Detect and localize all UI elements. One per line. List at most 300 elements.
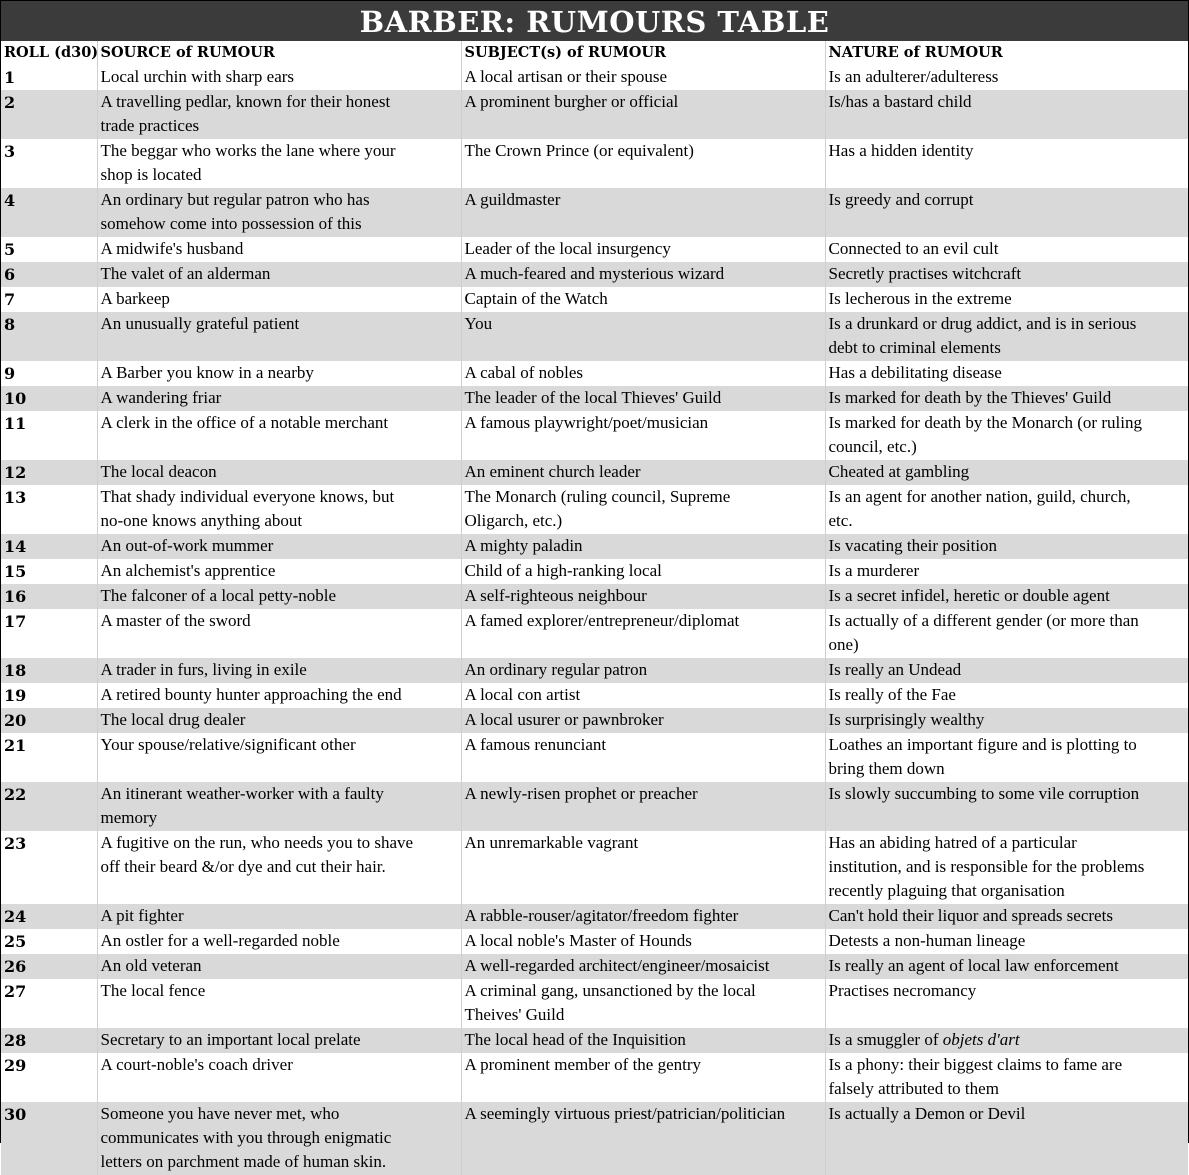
- subject-text: Theives' Guild: [464, 1005, 565, 1024]
- roll-cell: 26: [1, 954, 97, 979]
- subject-line: [465, 904, 825, 928]
- nature-line: [829, 1053, 1189, 1077]
- nature-line: [829, 312, 1189, 336]
- roll-cell: 1: [1, 65, 97, 90]
- roll-cell: 28: [1, 1028, 97, 1053]
- subject-cell: [461, 65, 825, 90]
- source-cell: [97, 954, 461, 979]
- nature-line: [829, 609, 1189, 633]
- source-text: An old veteran: [100, 956, 202, 975]
- subject-text: An eminent church leader: [464, 462, 641, 481]
- source-cell: [97, 559, 461, 584]
- subject-text: A guildmaster: [464, 190, 561, 209]
- subject-text: A well-regarded architect/engineer/mosaicist: [464, 956, 770, 975]
- subject-cell: [461, 312, 825, 361]
- nature-line: [829, 361, 1189, 385]
- source-text: A clerk in the office of a notable merchant: [100, 413, 389, 432]
- nature-line: [829, 90, 1189, 114]
- source-text: trade practices: [100, 116, 200, 135]
- subject-text: A local usurer or pawnbroker: [464, 710, 664, 729]
- source-text: An alchemist's apprentice: [100, 561, 276, 580]
- source-text: A trader in furs, living in exile: [100, 660, 307, 679]
- table-row: [1, 979, 1188, 1028]
- roll-cell: 21: [1, 733, 97, 782]
- source-text: An itinerant weather-worker with a faulty: [100, 784, 384, 803]
- nature-italic-text: objets d'art: [942, 1030, 1020, 1049]
- source-line: [101, 65, 461, 89]
- nature-line: [829, 584, 1189, 608]
- source-cell: [97, 460, 461, 485]
- nature-cell: [825, 1102, 1188, 1175]
- subject-line: [465, 683, 825, 707]
- nature-text: Cheated at gambling: [828, 462, 970, 481]
- subject-cell: [461, 287, 825, 312]
- nature-text: Detests a non-human lineage: [828, 931, 1026, 950]
- source-text: A fugitive on the run, who needs you to shave: [100, 833, 414, 852]
- source-text: The beggar who works the lane where your: [100, 141, 396, 160]
- nature-line: [829, 485, 1189, 509]
- nature-line: [829, 782, 1189, 806]
- source-text: A travelling pedlar, known for their honest: [100, 92, 391, 111]
- source-line: [101, 139, 461, 163]
- nature-cell: [825, 904, 1188, 929]
- subject-text: A rabble-rouser/agitator/freedom fighter: [464, 906, 739, 925]
- nature-text: Has an abiding hatred of a particular: [828, 833, 1077, 852]
- source-text: An ostler for a well-regarded noble: [100, 931, 340, 950]
- subject-cell: [461, 904, 825, 929]
- roll-cell: 20: [1, 708, 97, 733]
- source-cell: [97, 139, 461, 188]
- nature-line: [829, 708, 1189, 732]
- nature-text: Has a debilitating disease: [828, 363, 1002, 382]
- source-cell: [97, 831, 461, 904]
- nature-line: [829, 658, 1189, 682]
- nature-cell: [825, 139, 1188, 188]
- source-cell: [97, 782, 461, 831]
- nature-text: Is actually a Demon or Devil: [828, 1104, 1026, 1123]
- source-cell: [97, 609, 461, 658]
- nature-line: [829, 534, 1189, 558]
- source-text: A pit fighter: [100, 906, 184, 925]
- table-row: [1, 188, 1188, 237]
- table-row: [1, 65, 1188, 90]
- source-cell: [97, 979, 461, 1028]
- nature-cell: [825, 929, 1188, 954]
- source-line: [101, 979, 461, 1003]
- subject-line: [465, 411, 825, 435]
- nature-cell: [825, 782, 1188, 831]
- nature-text: Is a murderer: [828, 561, 920, 580]
- nature-line: [829, 831, 1189, 855]
- subject-line: [465, 584, 825, 608]
- nature-line: [829, 633, 1189, 657]
- source-line: [101, 485, 461, 509]
- table-row: [1, 534, 1188, 559]
- subject-line: [465, 658, 825, 682]
- nature-text: Secretly practises witchcraft: [828, 264, 1022, 283]
- table-row: [1, 1102, 1188, 1175]
- nature-text: Is really an Undead: [828, 660, 962, 679]
- nature-cell: [825, 831, 1188, 904]
- source-line: [101, 90, 461, 114]
- subject-text: The Monarch (ruling council, Supreme: [464, 487, 731, 506]
- source-cell: [97, 237, 461, 262]
- source-line: [101, 1102, 461, 1126]
- subject-text: Oligarch, etc.): [464, 511, 563, 530]
- subject-cell: [461, 460, 825, 485]
- roll-cell: 8: [1, 312, 97, 361]
- nature-cell: [825, 460, 1188, 485]
- subject-text: Captain of the Watch: [464, 289, 608, 308]
- table-row: [1, 485, 1188, 534]
- source-line: [101, 188, 461, 212]
- nature-cell: [825, 90, 1188, 139]
- subject-text: An unremarkable vagrant: [464, 833, 639, 852]
- subject-line: [465, 139, 825, 163]
- roll-cell: 30: [1, 1102, 97, 1175]
- subject-cell: [461, 188, 825, 237]
- subject-line: [465, 708, 825, 732]
- table-row: [1, 708, 1188, 733]
- source-text: Your spouse/relative/significant other: [100, 735, 356, 754]
- nature-cell: [825, 386, 1188, 411]
- subject-line: [465, 609, 825, 633]
- roll-cell: 15: [1, 559, 97, 584]
- subject-cell: [461, 831, 825, 904]
- subject-cell: [461, 90, 825, 139]
- table-row: [1, 609, 1188, 658]
- source-cell: [97, 188, 461, 237]
- nature-text: institution, and is responsible for the problems: [828, 857, 1145, 876]
- source-line: [101, 361, 461, 385]
- source-text: A court-noble's coach driver: [100, 1055, 293, 1074]
- nature-line: [829, 435, 1189, 459]
- nature-line: [829, 757, 1189, 781]
- table-row: [1, 782, 1188, 831]
- source-text: A wandering friar: [100, 388, 222, 407]
- nature-cell: [825, 237, 1188, 262]
- roll-cell: 25: [1, 929, 97, 954]
- subject-cell: [461, 733, 825, 782]
- source-text: The falconer of a local petty-noble: [100, 586, 337, 605]
- subject-cell: [461, 609, 825, 658]
- subject-cell: [461, 683, 825, 708]
- roll-cell: 23: [1, 831, 97, 904]
- nature-cell: [825, 1028, 1188, 1053]
- subject-text: A criminal gang, unsanctioned by the local: [464, 981, 756, 1000]
- source-text: letters on parchment made of human skin.: [100, 1152, 387, 1171]
- table-row: [1, 929, 1188, 954]
- subject-text: A seemingly virtuous priest/patrician/politician: [464, 1104, 786, 1123]
- nature-line: [829, 509, 1189, 533]
- nature-text: Loathes an important figure and is plotting to: [828, 735, 1137, 754]
- subject-line: [465, 831, 825, 855]
- nature-line: [829, 855, 1189, 879]
- table-row: [1, 90, 1188, 139]
- source-text: somehow come into possession of this: [100, 214, 362, 233]
- source-cell: [97, 1053, 461, 1102]
- source-line: [101, 584, 461, 608]
- source-cell: [97, 1102, 461, 1175]
- nature-text: Is a smuggler of: [828, 1030, 943, 1049]
- roll-cell: 16: [1, 584, 97, 609]
- subject-line: [465, 237, 825, 261]
- nature-text: recently plaguing that organisation: [828, 881, 1065, 900]
- table-row: [1, 237, 1188, 262]
- source-line: [101, 312, 461, 336]
- subject-line: [465, 534, 825, 558]
- roll-cell: 4: [1, 188, 97, 237]
- rumours-table: [1, 41, 1188, 1175]
- table-row: [1, 262, 1188, 287]
- subject-text: A prominent member of the gentry: [464, 1055, 702, 1074]
- nature-text: council, etc.): [828, 437, 917, 456]
- source-text: Secretary to an important local prelate: [100, 1030, 361, 1049]
- source-cell: [97, 312, 461, 361]
- table-row: [1, 1028, 1188, 1053]
- nature-cell: [825, 262, 1188, 287]
- subject-text: The leader of the local Thieves' Guild: [464, 388, 722, 407]
- source-cell: [97, 411, 461, 460]
- nature-line: [829, 188, 1189, 212]
- table-row: [1, 658, 1188, 683]
- source-text: An out-of-work mummer: [100, 536, 274, 555]
- nature-cell: [825, 609, 1188, 658]
- nature-line: [829, 904, 1189, 928]
- subject-cell: [461, 1102, 825, 1175]
- nature-text: Is surprisingly wealthy: [828, 710, 985, 729]
- nature-text: Is/has a bastard child: [828, 92, 972, 111]
- source-text: communicates with you through enigmatic: [100, 1128, 392, 1147]
- source-cell: [97, 65, 461, 90]
- roll-cell: 27: [1, 979, 97, 1028]
- subject-cell: [461, 929, 825, 954]
- source-line: [101, 559, 461, 583]
- table-row: [1, 904, 1188, 929]
- source-line: [101, 411, 461, 435]
- nature-text: Is a phony: their biggest claims to fame are: [828, 1055, 1123, 1074]
- subject-line: [465, 559, 825, 583]
- subject-cell: [461, 1053, 825, 1102]
- nature-text: Is marked for death by the Thieves' Guild: [828, 388, 1112, 407]
- header-subject: SUBJECT(s) of RUMOUR: [461, 41, 825, 65]
- source-line: [101, 683, 461, 707]
- subject-line: [465, 509, 825, 533]
- source-line: [101, 1028, 461, 1052]
- roll-cell: 22: [1, 782, 97, 831]
- source-line: [101, 954, 461, 978]
- nature-cell: [825, 584, 1188, 609]
- source-cell: [97, 287, 461, 312]
- subject-line: [465, 460, 825, 484]
- subject-cell: [461, 386, 825, 411]
- nature-text: Is lecherous in the extreme: [828, 289, 1012, 308]
- nature-line: [829, 460, 1189, 484]
- nature-line: [829, 559, 1189, 583]
- nature-line: [829, 733, 1189, 757]
- nature-text: Practises necromancy: [828, 981, 977, 1000]
- nature-text: Is a drunkard or drug addict, and is in serious: [828, 314, 1137, 333]
- table-row: [1, 411, 1188, 460]
- subject-line: [465, 361, 825, 385]
- source-cell: [97, 708, 461, 733]
- source-cell: [97, 733, 461, 782]
- source-cell: [97, 904, 461, 929]
- source-text: A master of the sword: [100, 611, 251, 630]
- table-row: [1, 559, 1188, 584]
- nature-line: [829, 237, 1189, 261]
- source-line: [101, 904, 461, 928]
- nature-text: Is really of the Fae: [828, 685, 956, 704]
- nature-cell: [825, 287, 1188, 312]
- subject-line: [465, 1028, 825, 1052]
- table-body: [1, 65, 1188, 1175]
- source-cell: [97, 90, 461, 139]
- nature-cell: [825, 534, 1188, 559]
- subject-line: [465, 929, 825, 953]
- source-text: A midwife's husband: [100, 239, 244, 258]
- nature-cell: [825, 411, 1188, 460]
- subject-text: A self-righteous neighbour: [464, 586, 647, 605]
- nature-text: Has a hidden identity: [828, 141, 974, 160]
- subject-cell: [461, 658, 825, 683]
- roll-cell: 2: [1, 90, 97, 139]
- roll-cell: 19: [1, 683, 97, 708]
- source-line: [101, 386, 461, 410]
- subject-text: A much-feared and mysterious wizard: [464, 264, 725, 283]
- source-text: Someone you have never met, who: [100, 1104, 340, 1123]
- subject-text: A cabal of nobles: [464, 363, 583, 382]
- subject-text: You: [464, 314, 493, 333]
- subject-cell: [461, 485, 825, 534]
- source-line: [101, 237, 461, 261]
- source-line: [101, 1126, 461, 1150]
- source-line: [101, 806, 461, 830]
- table-row: [1, 733, 1188, 782]
- subject-line: [465, 1102, 825, 1126]
- subject-cell: [461, 139, 825, 188]
- source-text: off their beard &/or dye and cut their hair.: [100, 857, 386, 876]
- roll-cell: 11: [1, 411, 97, 460]
- source-text: The local fence: [100, 981, 206, 1000]
- nature-cell: [825, 708, 1188, 733]
- subject-line: [465, 262, 825, 286]
- nature-text: Is an agent for another nation, guild, church,: [828, 487, 1131, 506]
- table-row: [1, 361, 1188, 386]
- roll-cell: 29: [1, 1053, 97, 1102]
- table-row: [1, 831, 1188, 904]
- subject-text: A local noble's Master of Hounds: [464, 931, 692, 950]
- roll-cell: 13: [1, 485, 97, 534]
- nature-cell: [825, 361, 1188, 386]
- nature-line: [829, 1028, 1189, 1052]
- roll-cell: 14: [1, 534, 97, 559]
- source-line: [101, 287, 461, 311]
- roll-cell: 9: [1, 361, 97, 386]
- subject-text: An ordinary regular patron: [464, 660, 648, 679]
- table-row: [1, 1053, 1188, 1102]
- nature-cell: [825, 65, 1188, 90]
- nature-line: [829, 287, 1189, 311]
- source-cell: [97, 584, 461, 609]
- subject-line: [465, 188, 825, 212]
- subject-cell: [461, 559, 825, 584]
- source-text: An ordinary but regular patron who has: [100, 190, 370, 209]
- table-row: [1, 287, 1188, 312]
- source-text: memory: [100, 808, 158, 827]
- nature-text: Connected to an evil cult: [828, 239, 999, 258]
- source-text: shop is located: [100, 165, 202, 184]
- subject-text: A local con artist: [464, 685, 581, 704]
- source-cell: [97, 386, 461, 411]
- nature-cell: [825, 485, 1188, 534]
- roll-cell: 3: [1, 139, 97, 188]
- table-row: [1, 312, 1188, 361]
- nature-text: Is greedy and corrupt: [828, 190, 974, 209]
- source-text: no-one knows anything about: [100, 511, 303, 530]
- subject-cell: [461, 782, 825, 831]
- subject-cell: [461, 979, 825, 1028]
- subject-line: [465, 979, 825, 1003]
- nature-text: Is vacating their position: [828, 536, 998, 555]
- source-cell: [97, 262, 461, 287]
- nature-line: [829, 336, 1189, 360]
- roll-cell: 5: [1, 237, 97, 262]
- subject-line: [465, 733, 825, 757]
- table-row: [1, 584, 1188, 609]
- nature-text: Is an adulterer/adulteress: [828, 67, 999, 86]
- subject-text: A prominent burgher or official: [464, 92, 679, 111]
- table-row: [1, 386, 1188, 411]
- subject-cell: [461, 411, 825, 460]
- table-row: [1, 139, 1188, 188]
- source-line: [101, 782, 461, 806]
- subject-cell: [461, 361, 825, 386]
- subject-text: A local artisan or their spouse: [464, 67, 668, 86]
- header-row: [1, 41, 1188, 65]
- source-line: [101, 831, 461, 855]
- nature-cell: [825, 979, 1188, 1028]
- source-line: [101, 1053, 461, 1077]
- roll-cell: 12: [1, 460, 97, 485]
- source-text: The local deacon: [100, 462, 217, 481]
- nature-line: [829, 954, 1189, 978]
- nature-text: bring them down: [828, 759, 945, 778]
- subject-line: [465, 90, 825, 114]
- source-line: [101, 509, 461, 533]
- nature-text: Is slowly succumbing to some vile corruption: [828, 784, 1140, 803]
- subject-line: [465, 485, 825, 509]
- roll-cell: 6: [1, 262, 97, 287]
- table-row: [1, 683, 1188, 708]
- source-line: [101, 460, 461, 484]
- subject-line: [465, 954, 825, 978]
- nature-text: Is actually of a different gender (or more than: [828, 611, 1139, 630]
- nature-text: one): [828, 635, 859, 654]
- subject-line: [465, 65, 825, 89]
- source-cell: [97, 361, 461, 386]
- nature-cell: [825, 658, 1188, 683]
- subject-cell: [461, 584, 825, 609]
- subject-text: A famed explorer/entrepreneur/diplomat: [464, 611, 740, 630]
- subject-text: The Crown Prince (or equivalent): [464, 141, 694, 160]
- source-cell: [97, 929, 461, 954]
- nature-text: Can't hold their liquor and spreads secrets: [828, 906, 1113, 925]
- source-line: [101, 609, 461, 633]
- subject-line: [465, 386, 825, 410]
- source-line: [101, 855, 461, 879]
- source-text: An unusually grateful patient: [100, 314, 300, 333]
